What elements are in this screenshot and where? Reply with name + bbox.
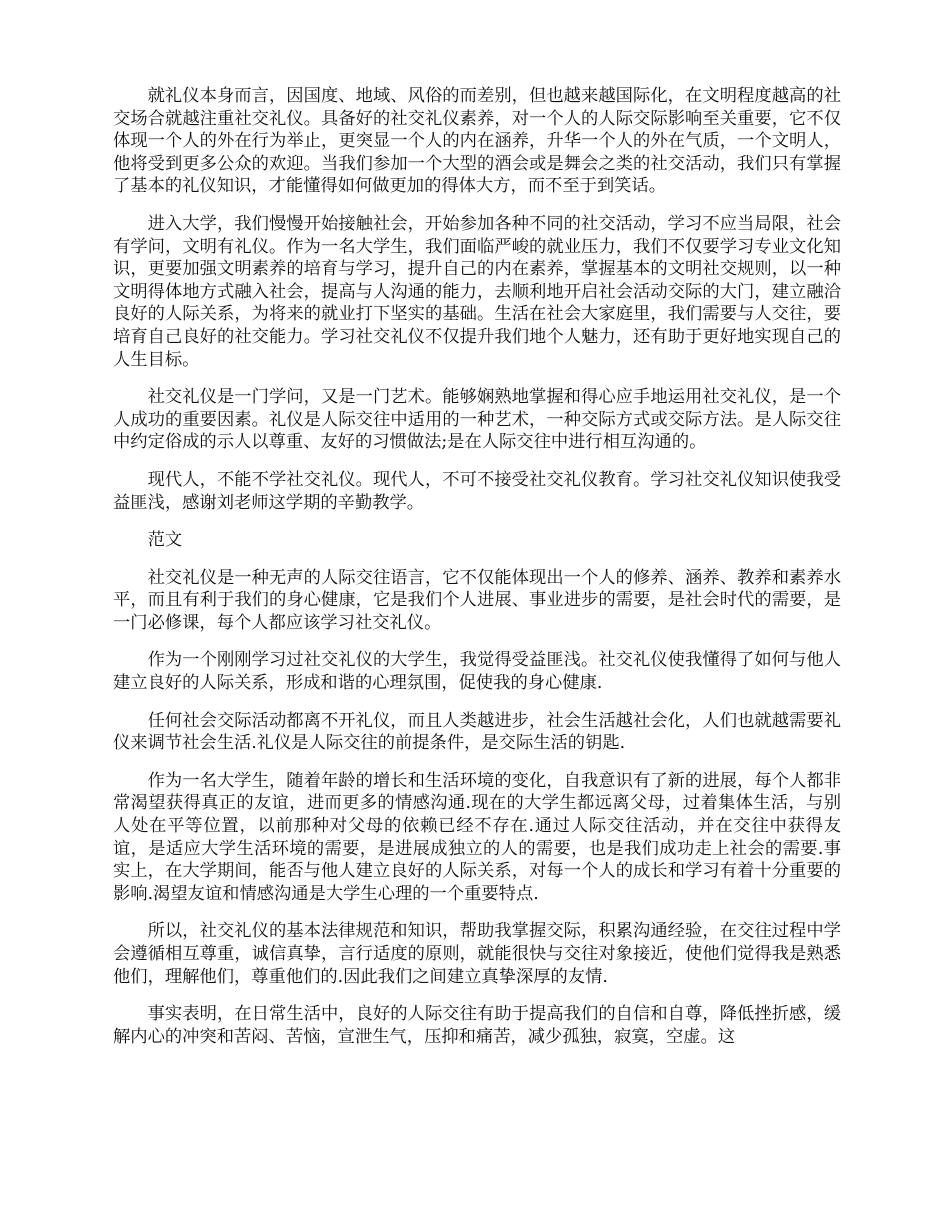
- paragraph: 就礼仪本身而言，因国度、地域、风俗的而差别，但也越来越国际化，在文明程度越高的社交场合就越注重社交礼仪。具备好的社交礼仪素养，对一个人的人际交际影响至关重要，它不仅体现一个人的外在行为举止，更突显一个人的内在涵养，升华一个人的外在气质，一个文明人，他将受到更多公众的欢迎。当我们参加一个大型的酒会或是舞会之类的社交活动，我们只有掌握了基本的礼仪知识，才能懂得如何做更加的得体大方，而不至于到笑话。: [113, 86, 841, 197]
- paragraph: 事实表明，在日常生活中，良好的人际交往有助于提高我们的自信和自尊，降低挫折感，缓解内心的冲突和苦闷、苦恼，宣泄生气，压抑和痛苦，减少孤独，寂寞，空虚。这: [113, 1004, 841, 1047]
- paragraph: 任何社会交际活动都离不开礼仪，而且人类越进步，社会生活越社会化，人们也就越需要礼仪来调节社会生活.礼仪是人际交往的前提条件，是交际生活的钥匙.: [113, 710, 841, 754]
- paragraph: 进入大学，我们慢慢开始接触社会，开始参加各种不同的社交活动，学习不应当局限，社会有学问，文明有礼仪。作为一名大学生，我们面临严峻的就业压力，我们不仅要学习专业文化知识，更要加强文明素养的培育与学习，提升自己的内在素养，掌握基本的文明社交规则，以一种文明得体地方式融入社会，提高与人沟通的能力，去顺利地开启社会活动交际的大门，建立融洽良好的人际关系，为将来的就业打下坚实的基础。生活在社会大家庭里，我们需要与人交往，要培育自己良好的社交能力。学习社交礼仪不仅提升我们地个人魅力，还有助于更好地实现自己的人生目标。: [113, 213, 841, 370]
- paragraph: 现代人，不能不学社交礼仪。现代人，不可不接受社交礼仪教育。学习社交礼仪知识使我受益匪浅，感谢刘老师这学期的辛勤教学。: [113, 469, 841, 513]
- paragraph: 作为一个刚刚学习过社交礼仪的大学生，我觉得受益匪浅。社交礼仪使我懂得了如何与他人建立良好的人际关系，形成和谐的心理氛围，促使我的身心健康.: [113, 650, 841, 694]
- document-page: [113, 85, 841, 1063]
- paragraph: 所以，社交礼仪的基本法律规范和知识，帮助我掌握交际，积累沟通经验，在交往过程中学会遵循相互尊重，诚信真挚，言行适度的原则，就能很快与交往对象接近，使他们觉得我是熟悉他们，理解他们，尊重他们的.因此我们之间建立真挚深厚的友情.: [113, 921, 841, 987]
- section-heading: 范文: [147, 530, 183, 551]
- paragraph: 社交礼仪是一种无声的人际交往语言，它不仅能体现出一个人的修养、涵养、教养和素养水平，而且有利于我们的身心健康，它是我们个人进展、事业进步的需要，是社会时代的需要，是一门必修课，每个人都应该学习社交礼仪。: [113, 567, 841, 633]
- paragraph: 社交礼仪是一门学问，又是一门艺术。能够娴熟地掌握和得心应手地运用社交礼仪，是一个人成功的重要因素。礼仪是人际交往中适用的一种艺术，一种交际方式或交际方法。是人际交往中约定俗成的示人以尊重、友好的习惯做法;是在人际交往中进行相互沟通的。: [113, 387, 841, 453]
- paragraph: 作为一名大学生，随着年龄的增长和生活环境的变化，自我意识有了新的进展，每个人都非常渴望获得真正的友谊，进而更多的情感沟通.现在的大学生都远离父母，过着集体生活，与别人处在平等位置，以前那种对父母的依赖已经不存在.通过人际交往活动，并在交往中获得友谊，是适应大学生活环境的需要，是进展成独立的人的需要，也是我们成功走上社会的需要.事实上，在大学期间，能否与他人建立良好的人际关系，对每一个人的成长和学习有着十分重要的影响.渴望友谊和情感沟通是大学生心理的一个重要特点.: [113, 770, 841, 904]
